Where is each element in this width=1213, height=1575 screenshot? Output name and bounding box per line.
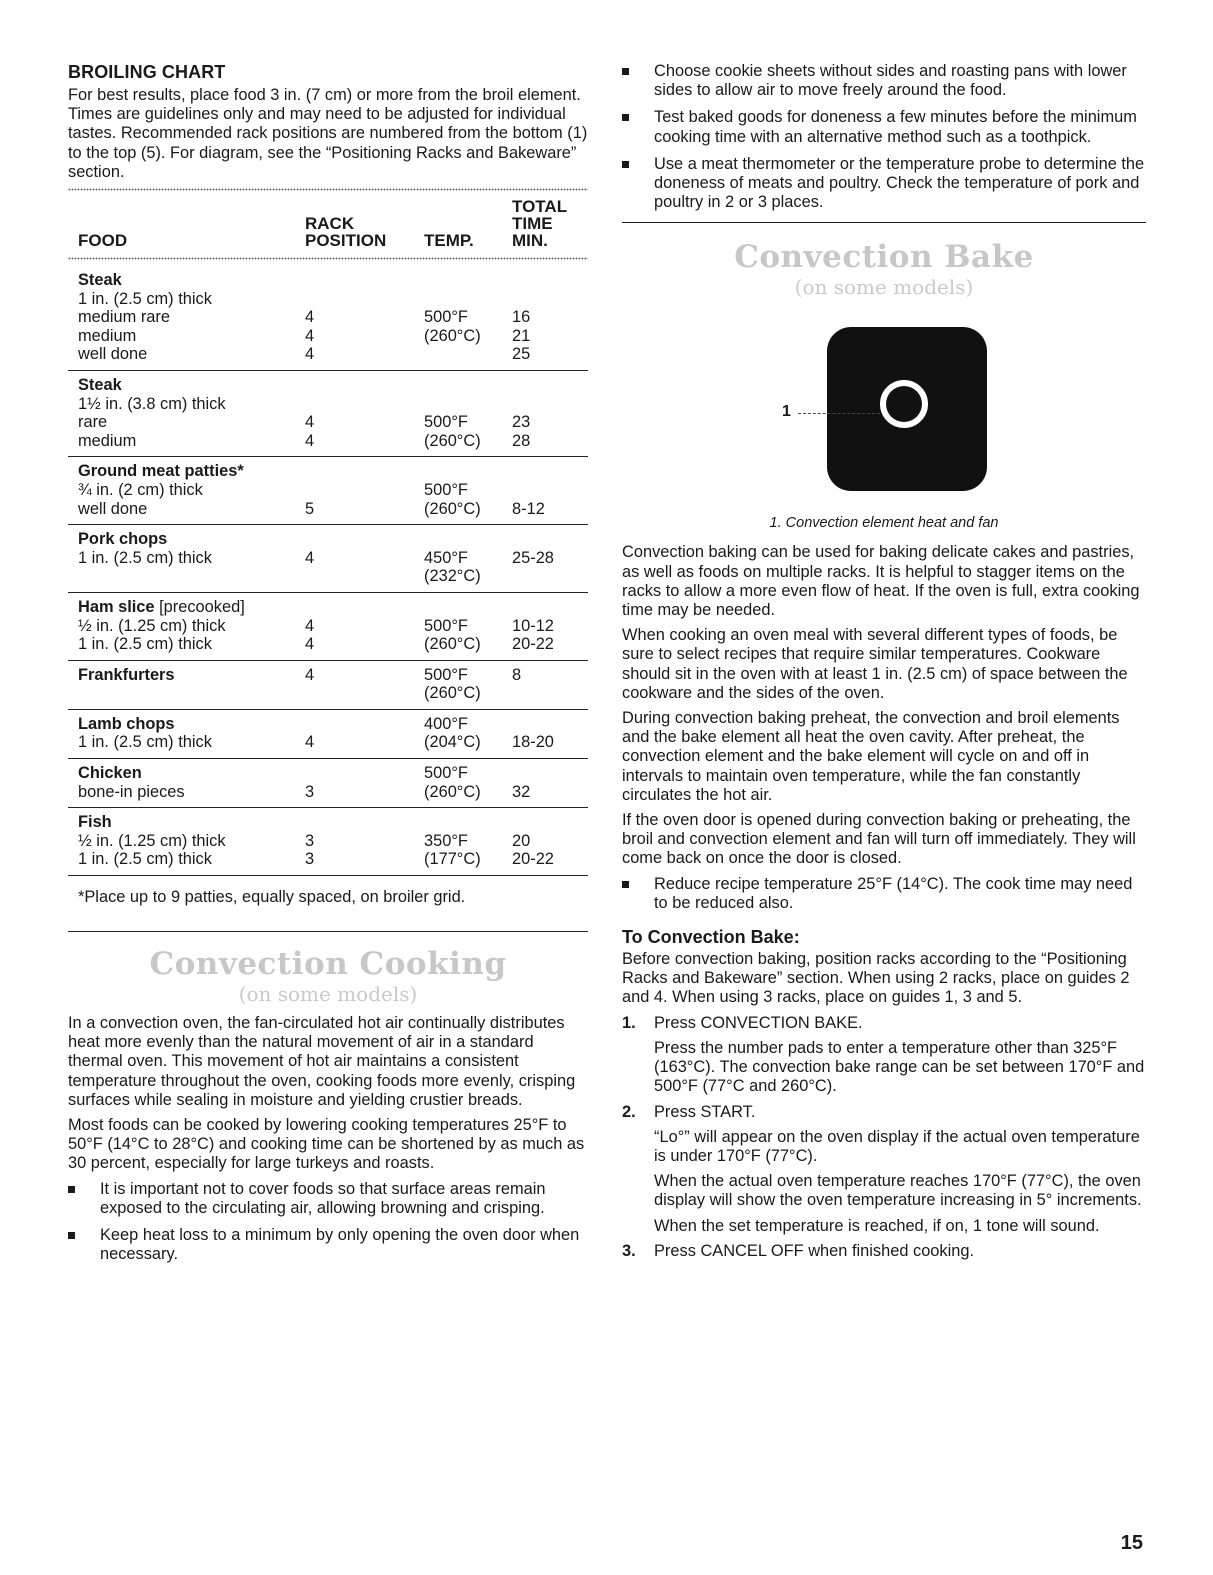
cell-temp: (232°C) [424,567,481,586]
bullet-square-icon [622,161,629,168]
bullet-text: Choose cookie sheets without sides and roasting pans with lower sides to allow air to move freely around the food. [654,62,1127,100]
dotted-divider [68,257,588,260]
header-rack-line2: POSITION [305,231,387,251]
cell-food: well done [78,499,148,518]
convection-bake-bullets [622,875,1146,913]
table-row [68,635,588,654]
food-group [68,525,588,593]
table-row [68,783,588,802]
cell-rack: 5 [305,499,315,518]
convection-bake-p2: When cooking an oven meal with several different types of foods, be sure to select recipes that require similar temperatures. Cookware should sit in the oven with at least 1 in. (2.5 cm) of space between the cookware and the sides of the oven. [622,626,1128,702]
cell-food: Steak [78,375,122,394]
step-text: Press the number pads to enter a temperature other than 325°F (163°C). The convection bake range can be set between 170°F and 500°F (77°C and 260°C). [654,1038,1145,1096]
cell-food [78,598,245,617]
table-row [68,813,588,832]
cell-temp: (260°C) [424,782,481,801]
convection-bake-section [622,239,1146,1261]
cell-food: 1 in. (2.5 cm) thick [78,635,212,654]
food-group [68,457,588,525]
cell-food: Lamb chops [78,714,175,733]
header-time-line1: TOTAL [512,197,568,217]
cell-food: Pork chops [78,530,168,549]
list-item [68,1180,588,1218]
cell-food: well done [78,345,148,364]
cell-time: 25 [512,345,531,364]
table-row [68,395,588,414]
header-rack-line1: RACK [305,214,355,234]
figure-callout-label: 1 [782,403,791,421]
header-time-line2: TIME [512,214,553,234]
convection-bake-p1: Convection baking can be used for baking delicate cakes and pastries, as well as foods on multiple racks. It is helpful to stagger items on the racks to allow a more even flow of heat. If the oven is full, extra cooking time may be needed. [622,543,1140,620]
table-row [68,666,588,685]
cell-temp: (260°C) [424,431,481,450]
cell-temp: 500°F [424,413,468,432]
cell-rack: 4 [305,326,315,345]
cell-temp: 450°F [424,548,468,567]
cell-rack: 3 [305,831,315,850]
cell-rack: 4 [305,635,315,654]
convection-bake-title: Convection Bake [734,239,1034,276]
header-time [512,198,567,249]
table-row [68,413,588,432]
table-row [68,308,588,327]
cell-food: Ground meat patties* [78,462,244,481]
table-row [68,500,588,519]
step-text: “Lo°” will appear on the oven display if the actual oven temperature is under 170°F (77°C). [654,1127,1140,1165]
bullet-square-icon [622,114,629,121]
broiling-table-header [68,197,588,253]
cell-time: 23 [512,413,531,432]
header-rack [305,215,386,249]
header-time-line3: MIN. [512,231,548,251]
cell-time: 20-22 [512,850,554,869]
cell-temp: 500°F [424,665,468,684]
cell-food: rare [78,413,108,432]
step-number: 2. [622,1102,636,1121]
food-group [68,593,588,661]
cell-temp: 400°F [424,714,468,733]
convection-cooking-title: Convection Cooking [149,946,507,983]
cell-food: 1 in. (2.5 cm) thick [78,733,212,752]
cell-time: 16 [512,308,531,327]
convection-cooking-p1: In a convection oven, the fan-circulated hot air continually distributes heat more evenly than the natural movement of air in a standard thermal oven. This movement of hot air maintains a consistent temperature throughout the oven, cooking foods more evenly, crisping surfaces while sealing in moisture and yielding crustier breads. [68,1014,576,1109]
cell-rack: 4 [305,345,315,364]
bullet-text: It is important not to cover foods so that surface areas remain exposed to the circulating air, allowing browning and crisping. [100,1179,546,1217]
fan-blades-icon [886,386,922,422]
bullet-text: Use a meat thermometer or the temperature probe to determine the doneness of meats and poultry. Check the temperature of pork and poultry in 2 or 3 places. [654,154,1145,212]
food-group [68,661,588,710]
food-group [68,266,588,371]
callout-leader-line [798,413,880,414]
table-row [68,832,588,851]
cell-rack: 4 [305,665,315,684]
broiling-intro: For best results, place food 3 in. (7 cm) or more from the broil element. Times are guidelines only and may need to be adjusted for individual tastes. Recommended rack positions are numbered from the bottom (1) to the top (5). For diagram, see the “Positioning Racks and Bakeware” section. [68,86,588,181]
cell-rack: 4 [305,413,315,432]
table-row [68,715,588,734]
bullet-square-icon [68,1232,75,1239]
cell-time: 18-20 [512,733,554,752]
baking-tips-bullets [622,62,1146,212]
cell-temp: (260°C) [424,499,481,518]
cell-food: 1 in. (2.5 cm) thick [78,548,212,567]
cell-temp: (204°C) [424,733,481,752]
step-text: Press START. [654,1102,756,1121]
list-item [622,155,1146,213]
table-row [68,850,588,869]
dotted-divider [68,188,588,191]
cell-time: 8 [512,665,522,684]
cell-rack: 3 [305,782,315,801]
food-group [68,808,588,876]
cell-food: medium [78,326,137,345]
convection-cooking-p2: Most foods can be cooked by lowering cooking temperatures 25°F to 50°F (14°C to 28°C) and cooking time can be shortened by as much as 30 percent, especially for large turkeys and roasts. [68,1116,585,1173]
table-row [68,617,588,636]
broiling-table-body [68,266,588,876]
cell-rack: 3 [305,850,315,869]
cell-time: 32 [512,782,531,801]
cell-food: medium [78,431,137,450]
cell-food: bone-in pieces [78,782,185,801]
list-item [622,1242,1146,1261]
cell-time: 28 [512,431,531,450]
step-text: Press CANCEL OFF when finished cooking. [654,1241,975,1260]
cell-rack: 4 [305,431,315,450]
step-text: When the actual oven temperature reaches 170°F (77°C), the oven display will show the oven temperature increasing in 5° increments. [654,1172,1142,1210]
cell-food-note: [precooked] [154,597,245,616]
cell-food: ¾ in. (2 cm) thick [78,480,203,499]
cell-time: 25-28 [512,548,554,567]
bullet-square-icon [68,1186,75,1193]
list-item [622,1014,1146,1097]
list-item [622,62,1146,100]
bullet-square-icon [622,68,629,75]
cell-temp: 500°F [424,764,468,783]
table-row [68,376,588,395]
cell-food: 1½ in. (3.8 cm) thick [78,394,226,413]
cell-food: Frankfurters [78,665,175,684]
cell-rack: 4 [305,548,315,567]
cell-time: 21 [512,326,531,345]
cell-temp: (260°C) [424,635,481,654]
right-column [622,62,1146,1267]
table-row [68,530,588,549]
step-text: Press CONVECTION BAKE. [654,1013,863,1032]
list-item [622,108,1146,146]
cell-time: 8-12 [512,499,545,518]
cell-food-name: Ham slice [78,597,155,616]
cell-food: ½ in. (1.25 cm) thick [78,831,226,850]
list-item [622,1103,1146,1236]
table-row [68,271,588,290]
bullet-square-icon [622,881,629,888]
table-row [68,432,588,451]
cell-food: 1 in. (2.5 cm) thick [78,850,212,869]
food-group [68,710,588,759]
cell-food: medium rare [78,308,170,327]
cell-time: 20-22 [512,635,554,654]
table-row [68,481,588,500]
step-number: 3. [622,1241,636,1260]
howto-steps [622,1014,1146,1261]
bullet-text: Reduce recipe temperature 25°F (14°C). The cook time may need to be reduced also. [654,874,1133,912]
header-food: FOOD [78,231,128,251]
convection-cooking-bullets [68,1180,588,1265]
cell-rack: 4 [305,733,315,752]
cell-temp: (260°C) [424,684,481,703]
page-number: 15 [1120,1532,1143,1554]
figure-caption: 1. Convection element heat and fan [769,515,999,532]
table-row [68,549,588,568]
section-divider [68,931,588,932]
table-row [68,684,588,703]
cell-temp: (260°C) [424,326,481,345]
cell-food: Steak [78,271,122,290]
section-divider [622,222,1146,223]
table-row [68,733,588,752]
broiling-chart-title: BROILING CHART [68,62,226,82]
cell-food: Fish [78,813,112,832]
table-row [68,327,588,346]
food-group [68,371,588,457]
bullet-text: Test baked goods for doneness a few minutes before the minimum cooking time with an alternative method such as a toothpick. [654,108,1137,146]
howto-intro: Before convection baking, position racks according to the “Positioning Racks and Bakeware” section. When using 2 racks, place on guides 2 and 4. When using 3 racks, place on guides 1, 3 and 5. [622,950,1130,1007]
step-text: When the set temperature is reached, if on, 1 tone will sound. [654,1216,1100,1235]
convection-bake-p3: During convection baking preheat, the convection and broil elements and the bake element all heat the oven cavity. After preheat, the convection element and the bake element will cycle on and off in intervals to maintain oven temperature, while the fan constantly circulates the hot air. [622,709,1120,804]
table-row [68,290,588,309]
convection-cooking-subtitle: (on some models) [238,982,418,1007]
broiling-footnote: *Place up to 9 patties, equally spaced, on broiler grid. [78,888,466,907]
left-column [68,62,588,1272]
convection-element-figure [622,305,1146,515]
convection-bake-p4: If the oven door is opened during convection baking or preheating, the broil and convection element and fan will turn off immediately. They will come back on once the door is closed. [622,811,1136,868]
list-item [622,875,1146,913]
header-temp: TEMP. [424,231,474,251]
table-row [68,567,588,586]
cell-temp: 500°F [424,480,468,499]
list-item [68,1226,588,1264]
cell-rack: 4 [305,308,315,327]
table-row [68,598,588,617]
cell-rack: 4 [305,616,315,635]
table-row [68,462,588,481]
food-group [68,759,588,808]
cell-temp: (177°C) [424,850,481,869]
table-row [68,764,588,783]
bullet-text: Keep heat loss to a minimum by only opening the oven door when necessary. [100,1226,580,1264]
convection-cooking-section [68,946,588,1264]
cell-temp: 500°F [424,616,468,635]
step-number: 1. [622,1013,636,1032]
table-row [68,345,588,364]
cell-temp: 350°F [424,831,468,850]
cell-food: 1 in. (2.5 cm) thick [78,289,212,308]
cell-food: Chicken [78,764,142,783]
cell-time: 10-12 [512,616,554,635]
howto-title: To Convection Bake: [622,927,800,948]
cell-food: ½ in. (1.25 cm) thick [78,616,226,635]
convection-bake-subtitle: (on some models) [794,275,974,300]
cell-temp: 500°F [424,308,468,327]
cell-time: 20 [512,831,531,850]
